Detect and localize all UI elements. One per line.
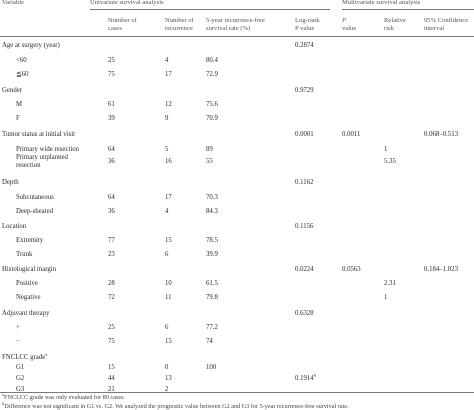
row-label: Age at surgery (year) (2, 42, 60, 49)
cell-rate: 89 (206, 146, 213, 153)
cell-logrank: 0.1914$^b$ (295, 372, 316, 382)
cell-recurrence: 16 (165, 158, 172, 165)
cell-cases: 72 (108, 294, 115, 301)
cell-cases: 25 (108, 57, 115, 64)
cell-recurrence: 4 (165, 208, 169, 215)
cell-cases: 15 (108, 364, 115, 371)
cell-recurrence: 2 (165, 386, 169, 393)
row-label: Location (2, 223, 27, 230)
cell-rate: 72.9 (206, 71, 218, 78)
cell-logrank: 0.1162 (295, 179, 314, 186)
row-label: Primary unplanned resection (16, 154, 68, 169)
cell-recurrence: 15 (165, 237, 172, 244)
row-label: Tumor status at initial visit (2, 131, 76, 138)
cell-logrank: 0.0001 (295, 131, 314, 138)
cell-rr: 1 (384, 294, 388, 301)
cell-rate: 79.8 (206, 294, 218, 301)
cell-ci: 0.184–1.023 (424, 266, 458, 273)
cell-rate: 70.9 (206, 115, 218, 122)
cell-recurrence: 11 (165, 294, 172, 301)
cell-recurrence: 4 (165, 57, 169, 64)
cell-cases: 36 (108, 208, 115, 215)
cell-cases: 64 (108, 194, 115, 201)
cell-recurrence: 9 (165, 115, 169, 122)
cell-recurrence: 13 (165, 375, 172, 382)
cell-cases: 75 (108, 71, 115, 78)
cell-recurrence: 10 (165, 280, 172, 287)
col-header-relative-risk: Relative risk (384, 17, 406, 32)
row-label: Subcutaneous (16, 194, 54, 201)
cell-rate: 78.5 (206, 237, 218, 244)
table-bottom-rule (0, 392, 474, 393)
cell-recurrence: 15 (165, 338, 172, 345)
cell-rate: 61.5 (206, 280, 218, 287)
row-label: Negative (16, 294, 41, 301)
cell-cases: 77 (108, 237, 115, 244)
variable-column-header: Variable (2, 0, 24, 6)
row-label: + (16, 324, 20, 331)
cell-logrank: 0.6328 (295, 310, 314, 317)
cell-rate: 39.9 (206, 251, 218, 258)
cell-logrank: 0.2874 (295, 42, 314, 49)
cell-rate: 84.3 (206, 208, 218, 215)
cell-recurrence: 0 (165, 364, 169, 371)
cell-cases: 36 (108, 158, 115, 165)
cell-rate: 74 (206, 338, 213, 345)
row-label: Adjuvant therapy (2, 310, 50, 317)
row-label: Gender (2, 87, 23, 94)
cell-logrank: 0.0224 (295, 266, 314, 273)
row-label: Extremity (16, 237, 44, 244)
row-label: − (16, 338, 20, 345)
row-label: ≦60 (16, 71, 29, 78)
row-label: FNCLCC grade$^a$ (2, 351, 48, 361)
multivariate-group-header: Multivariate survival analysis (342, 0, 421, 6)
row-label: Histological margin (2, 266, 57, 273)
univariate-group-header: Univariate survival analysis (90, 0, 164, 6)
cell-cases: 28 (108, 280, 115, 287)
row-label: Positive (16, 280, 38, 287)
row-label: Trunk (16, 251, 33, 258)
cell-rate: 75.6 (206, 101, 218, 108)
cell-rate: 70.3 (206, 194, 218, 201)
footnote-b: $^b$Difference was not significant in G1 vs. G2. We analyzed the prognostic value between G2 and G3 for 5-year recurrence-free survival rate. (2, 400, 349, 410)
header-bottom-rule (0, 36, 474, 37)
col-header-ci: 95% Confidence interval (424, 17, 469, 32)
cell-rate: 100 (206, 364, 217, 371)
cell-ci: 0.068–0.513 (424, 131, 458, 138)
row-label: Depth (2, 179, 19, 186)
cell-recurrence: 17 (165, 71, 172, 78)
cell-rr: 2.31 (384, 280, 396, 287)
cell-rate: 80.4 (206, 57, 218, 64)
cell-recurrence: 5 (165, 146, 169, 153)
cell-recurrence: 6 (165, 251, 169, 258)
col-header-logrank: Log-rank P value (295, 17, 320, 32)
cell-recurrence: 12 (165, 101, 172, 108)
univariate-rule (90, 9, 330, 10)
cell-p: 0.0563 (342, 266, 361, 273)
col-header-cases: Number of cases (108, 17, 137, 32)
cell-recurrence: 6 (165, 324, 169, 331)
row-label: G3 (16, 386, 25, 393)
cell-cases: 25 (108, 324, 115, 331)
col-header-p: P value (342, 17, 357, 32)
cell-cases: 61 (108, 101, 115, 108)
cell-cases: 39 (108, 115, 115, 122)
cell-logrank: 0.9729 (295, 87, 314, 94)
col-header-rate: 5-year recurrence-free survival rate (%) (206, 17, 265, 32)
row-label: <60 (16, 57, 27, 64)
cell-rate: 77.2 (206, 324, 218, 331)
cell-cases: 64 (108, 146, 115, 153)
cell-cases: 44 (108, 375, 115, 382)
col-header-recurrence: Number of recurrence (165, 17, 194, 32)
footnote-a: $^a$FNCLCC grade was only evaluated for 80 cases. (2, 391, 126, 401)
cell-p: 0.0011 (342, 131, 361, 138)
multivariate-rule (342, 9, 474, 10)
row-label: Primary wide resection (16, 146, 80, 153)
cell-cases: 75 (108, 338, 115, 345)
row-label: G2 (16, 375, 25, 382)
row-label: F (16, 115, 20, 122)
row-label: Deep-sheated (16, 208, 53, 215)
cell-cases: 23 (108, 251, 115, 258)
cell-recurrence: 17 (165, 194, 172, 201)
cell-rr: 5.35 (384, 158, 396, 165)
cell-logrank: 0.1156 (295, 223, 314, 230)
row-label: G1 (16, 364, 25, 371)
cell-cases: 21 (108, 386, 115, 393)
cell-rate: 55 (206, 158, 213, 165)
row-label: M (16, 101, 23, 108)
cell-rr: 1 (384, 146, 388, 153)
